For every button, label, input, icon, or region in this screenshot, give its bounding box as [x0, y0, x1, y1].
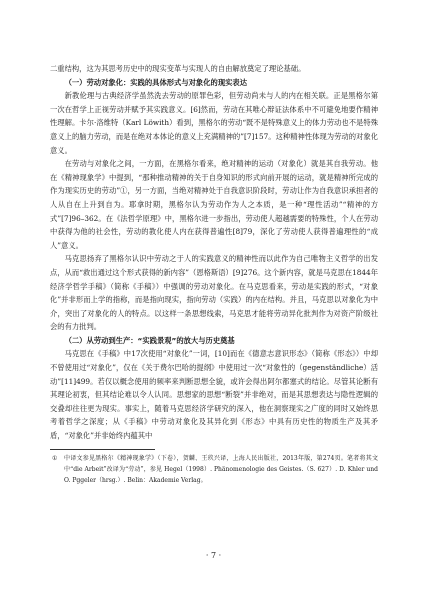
section-heading-2: （二）从劳动到生产：“实践景观”的放大与历史奠基: [64, 335, 235, 345]
section-heading-1: （一）劳动对象化：实践的具体形式与对象化的现实表达: [64, 77, 248, 87]
page-body: [50, 62, 378, 486]
paragraph-3: 在劳动与对象化之间，一方面，在黑格尔看来，绝对精神的运动（对象化）就是其自我劳动。他在《精神现象学》中提到，“那种推动精神的关于自身知识的形式向前开展的运动，就是精神所完成的作为现实历史的劳动”①，另一方面，当绝对精神处于自我意识阶段时，劳动让作为自我意识承担者的人从自在上升到自为。耶拿时期，黑格尔认为劳动作为人之本质，是一种“理性活动”“精神的方式”[7]96–362。在《法哲学原理》中，黑格尔进一步指出，劳动使人超越需要的特殊性，个人在劳动中获得为他的社会性，劳动的教化使人内在获得普遍性[8]79，深化了劳动使人获得普遍理性的“成人”意义。: [50, 159, 378, 250]
footnote: [50, 453, 378, 486]
paragraph-4: 马克思扬弃了黑格尔认识中劳动之于人的实践意义的精神性而以此作为自己唯物主义哲学的出发点，从而“救出通过这个形式获得的新内容”（恩格斯语）[9]276。这个新内容，就是马克思在1844年经济学哲学手稿》（简称《手稿》）中强调的劳动对象化。在马克思看来，劳动是实践的形式，“对象化”并非形而上学的指称，而是指向现实，指向劳动（实践）的内在结构。并且，马克思以对象化为中介，突出了对象化的人的特点。以这样一条思想线索，马克思才能将劳动异化批判作为对资产阶级社会的有力批判。: [50, 254, 378, 332]
paragraph-intro: 二重结构，这为其思考历史中的现实变革与实现人的自由解放奠定了理论基础。: [50, 64, 306, 73]
paragraph-5: 马克思在《手稿》中17次使用“对象化”一词，[10]而在《德意志意识形态》（简称《形态》）中却不曾使用过“对象化”，仅在《关于费尔巴哈的提纲》中使用过一次“对象性的（gegenständliche）活动”[11]499。若仅以概念使用的频率来判断思想全貌，或许会得出阿尔都塞式的结论。尽管其论断有其理论初衷，但其结论难以令人认同。思想家的思想“断裂”并非绝对，而是其思想表达与隐性逻辑的交叠却往往更为现实。事实上，随着马克思经济学研究的深入，他在洞察现实之广度的同时又始终思考着哲学之深度；从《手稿》中劳动对象化及其异化到《形态》中具有历史性的物质生产及其矛盾，“对象化”并非始终内蕴其中: [50, 349, 378, 441]
footnote-mark: ①: [52, 454, 58, 462]
footnote-text: 中译文参见黑格尔《精神现象学》（下卷），贺麟、王玖兴译，上海人民出版社，2013年版，第274页。笔者将其文中“die Arbeit”改译为“劳动”，参见 Hegel（1998）. Phänomenologie des Geistes.（S. 627）. D. Khler und O. Pggeler（hrsg.）. Belin：Akademie Verlag。: [64, 454, 378, 484]
footnote-divider: [50, 449, 155, 450]
page-number: · 7 ·: [205, 551, 222, 560]
paragraph-2: 新教伦理与古典经济学虽然洗去劳动的原罪色彩，但劳动尚未与人的内在相关联。正是黑格尔第一次在哲学上正视劳动并赋予其实践意义。[6]然而，劳动在其唯心辩证法体系中不可避免地要作精神性理解。卡尔·洛维特（Karl Löwith）看到，黑格尔的劳动“既不是特殊意义上的体力劳动也不是特殊意义上的脑力劳动，而是在绝对本体论的意义上充满精神的”[7]157。这种精神性体现为劳动的对象化意义。: [50, 91, 378, 155]
